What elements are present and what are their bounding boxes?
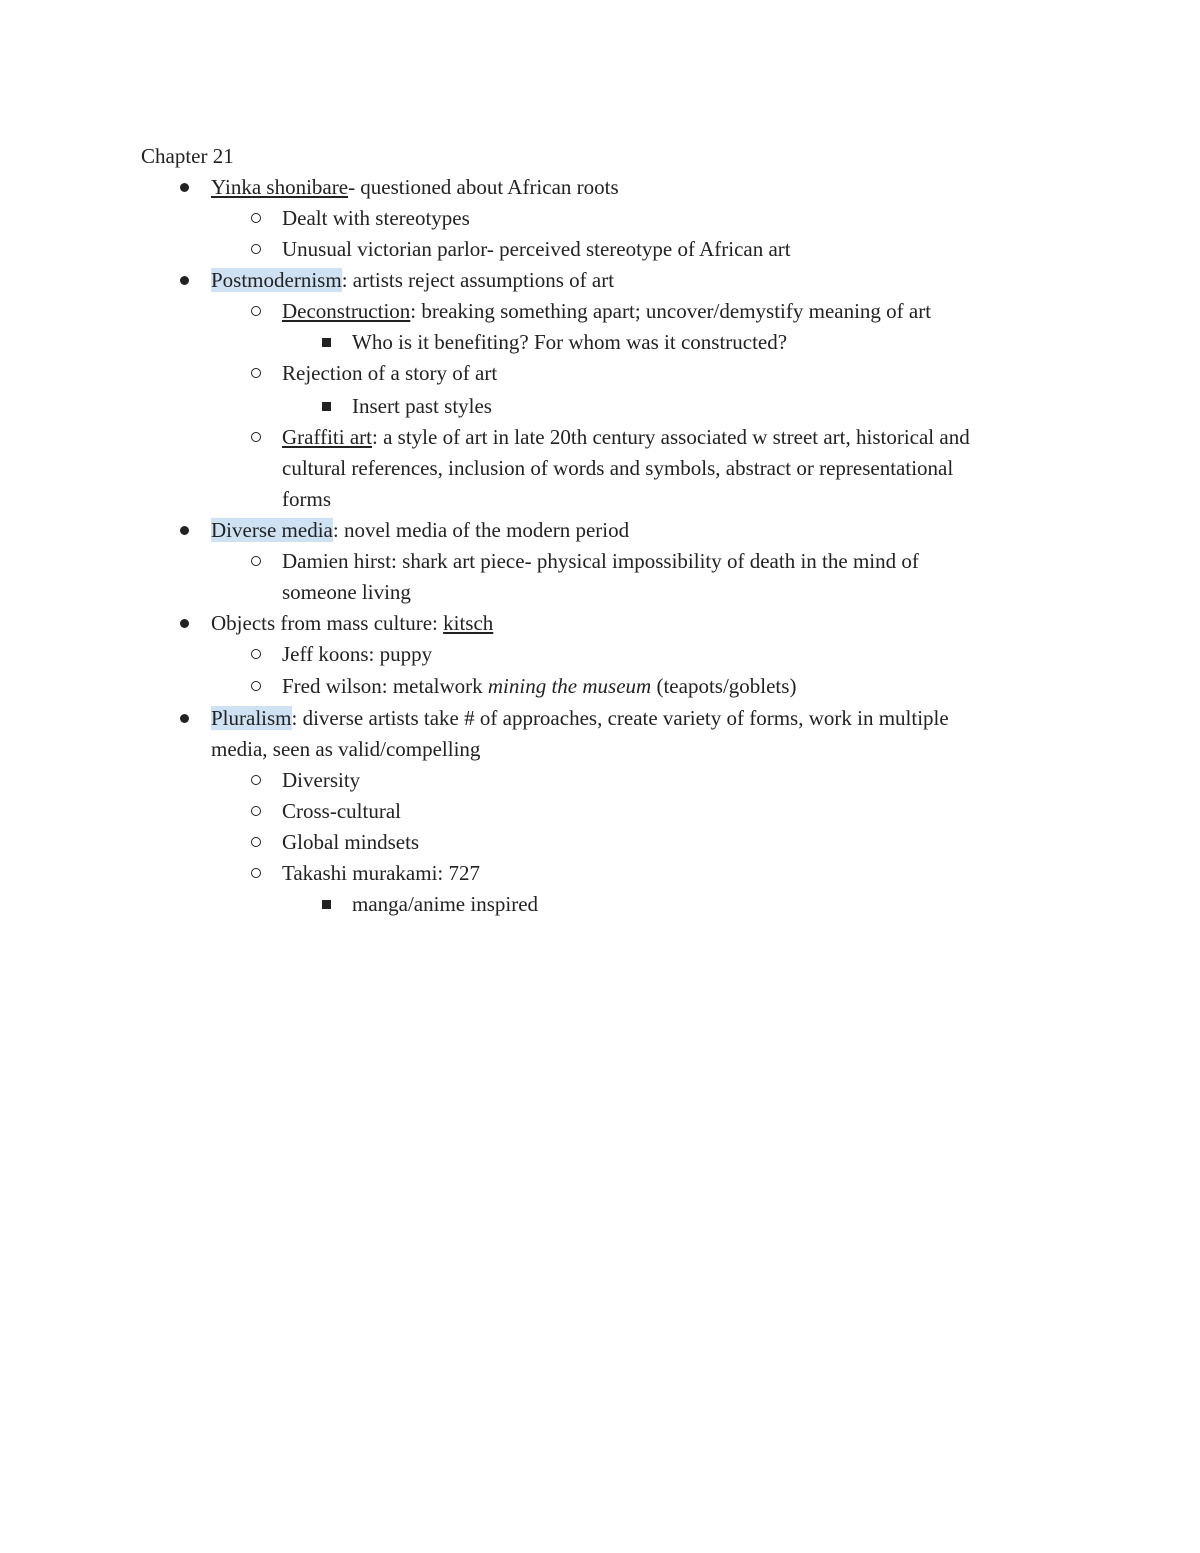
bullet-square-icon	[320, 393, 342, 419]
list-item-wilson: Fred wilson: metalwork mining the museum (teapots/goblets)	[282, 674, 797, 698]
bullet-hollow-icon	[249, 767, 271, 793]
bullet-hollow-icon	[249, 673, 271, 699]
list-item-past-styles: Insert past styles	[352, 394, 492, 418]
list-item-cross-cultural: Cross-cultural	[282, 799, 401, 823]
list-item-benefiting: Who is it benefiting? For whom was it constructed?	[352, 330, 788, 354]
bullet-filled-icon	[178, 517, 200, 543]
bullet-hollow-icon	[249, 236, 271, 262]
list-item-parlor: Unusual victorian parlor- perceived stereotype of African art	[282, 237, 791, 261]
list-item-diversity: Diversity	[282, 768, 361, 792]
list-item-diverse-media: Diverse media: novel media of the modern period	[211, 518, 630, 542]
bullet-filled-icon	[178, 610, 200, 636]
bullet-hollow-icon	[249, 424, 271, 450]
list-item-hirst: Damien hirst: shark art piece- physical impossibility of death in the mind of	[282, 549, 919, 573]
list-item-deconstruction: Deconstruction: breaking something apart; uncover/demystify meaning of art	[282, 299, 932, 323]
bullet-square-icon	[320, 329, 342, 355]
artwork-title: mining the museum	[487, 674, 652, 698]
term-kitsch: kitsch	[443, 611, 494, 635]
bullet-filled-icon	[178, 174, 200, 200]
list-item-pluralism: Pluralism: diverse artists take # of approaches, create variety of forms, work in multiple	[211, 706, 949, 730]
list-item-rejection: Rejection of a story of art	[282, 361, 498, 385]
bullet-filled-icon	[178, 267, 200, 293]
list-item-murakami: Takashi murakami: 727	[282, 861, 480, 885]
list-item-hirst-line2: someone living	[282, 580, 411, 604]
list-item-pluralism-line2: media, seen as valid/compelling	[211, 737, 481, 761]
bullet-hollow-icon	[249, 548, 271, 574]
list-item-yinka: Yinka shonibare- questioned about African roots	[211, 175, 619, 199]
list-item-graffiti-line2: cultural references, inclusion of words and symbols, abstract or representational	[282, 456, 954, 480]
term-postmodernism: Postmodernism	[211, 268, 342, 292]
term-yinka: Yinka shonibare	[211, 175, 349, 199]
chapter-title: Chapter 21	[141, 144, 234, 168]
list-item-stereotypes: Dealt with stereotypes	[282, 206, 470, 230]
list-item-koons: Jeff koons: puppy	[282, 642, 433, 666]
list-item-mass-culture: Objects from mass culture: kitsch	[211, 611, 494, 635]
bullet-square-icon	[320, 891, 342, 917]
list-item-global: Global mindsets	[282, 830, 420, 854]
bullet-hollow-icon	[249, 360, 271, 386]
bullet-filled-icon	[178, 705, 200, 731]
list-item-graffiti-line3: forms	[282, 487, 331, 511]
bullet-hollow-icon	[249, 205, 271, 231]
list-item-manga: manga/anime inspired	[352, 892, 539, 916]
term-deconstruction: Deconstruction	[282, 299, 411, 323]
term-pluralism: Pluralism	[211, 706, 292, 730]
term-diverse-media: Diverse media	[211, 518, 333, 542]
bullet-hollow-icon	[249, 641, 271, 667]
bullet-hollow-icon	[249, 860, 271, 886]
bullet-hollow-icon	[249, 298, 271, 324]
list-item-graffiti: Graffiti art: a style of art in late 20th century associated w street art, historical and	[282, 425, 970, 449]
bullet-hollow-icon	[249, 798, 271, 824]
bullet-hollow-icon	[249, 829, 271, 855]
term-graffiti: Graffiti art	[282, 425, 372, 449]
list-item-postmodernism: Postmodernism: artists reject assumptions of art	[211, 268, 615, 292]
